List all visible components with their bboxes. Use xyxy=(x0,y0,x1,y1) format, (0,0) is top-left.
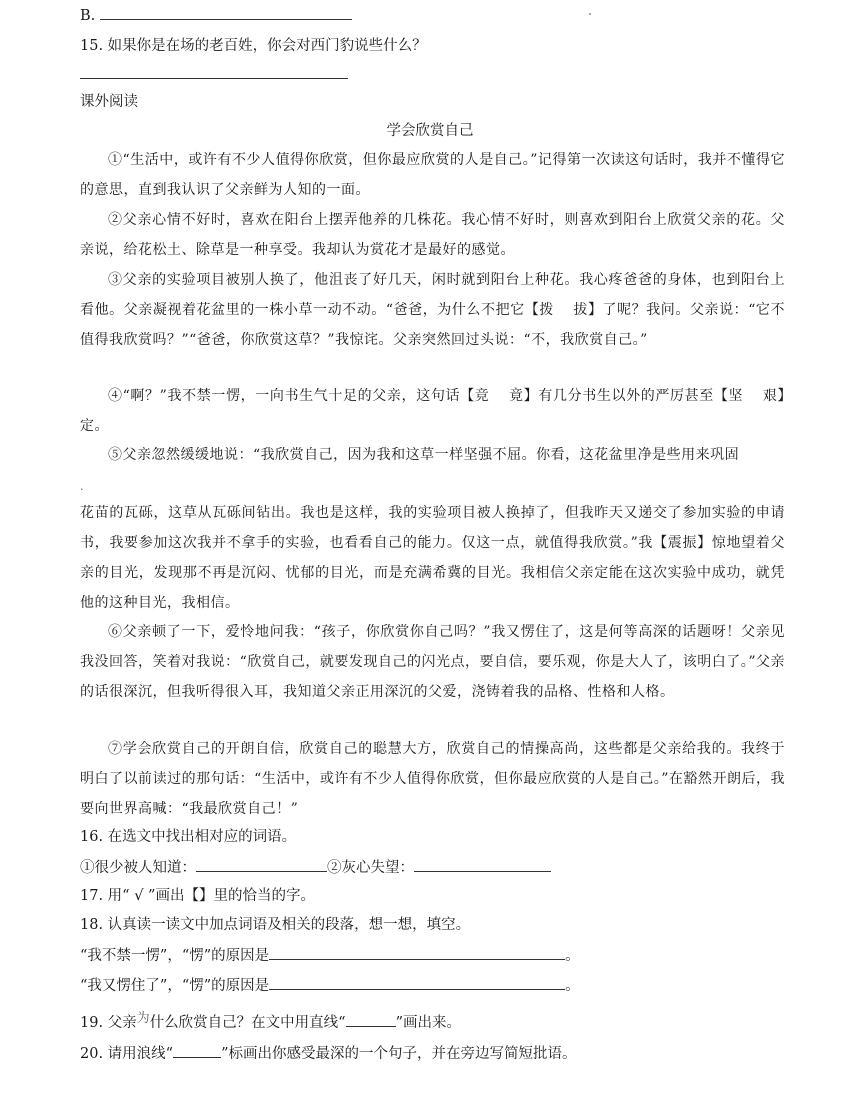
section-label: 课外阅读 xyxy=(80,94,138,110)
q18-line-1 xyxy=(80,945,580,966)
q18-line2-label: “我又愣住了”，“愣”的原因是 xyxy=(80,978,270,994)
question-15: 15. 如果你是在场的老百姓，你会对西门豹说些什么？ xyxy=(80,38,427,54)
q16-item1-label: ①很少被人知道： xyxy=(80,860,196,876)
q19-line-sample xyxy=(346,1012,396,1027)
answer-blank-15[interactable] xyxy=(80,64,348,79)
question-18: 18. 认真读一读文中加点词语及相关的段落，想一想，填空。 xyxy=(80,917,471,933)
answer-line-15 xyxy=(80,64,348,85)
q18-line1-label: “我不禁一愣”，“愣”的原因是 xyxy=(80,948,270,964)
q18-line-2 xyxy=(80,975,580,996)
question-19 xyxy=(80,1012,461,1034)
q18-line2-blank[interactable] xyxy=(269,975,565,990)
article-title: 学会欣赏自己 xyxy=(386,123,474,139)
answer-line-b xyxy=(80,5,352,26)
q20-prefix: 20. 请用浪线“ xyxy=(80,1046,174,1062)
question-17: 17. 用“ √ ”画出【】里的恰当的字。 xyxy=(80,888,315,904)
question-20 xyxy=(80,1043,577,1064)
page-speck xyxy=(589,13,591,15)
paragraph-6: ⑥父亲顿了一下，爱怜地问我：“孩子，你欣赏你自己吗？”我又愣住了，这是何等高深的话题呀！父亲见我没回答，笑着对我说：“欣赏自己，就要发现自己的闪光点，要自信，要乐观，你是大人了，该明白了。”父亲的话很深沉，但我听得很入耳，我知道父亲正用深沉的父爱，浇铸着我的品格、性格和人格。 xyxy=(80,624,785,700)
paragraph-3: ③父亲的实验项目被别人换了，他沮丧了好几天，闲时就到阳台上种花。我心疼爸爸的身体，也到阳台上看他。父亲凝视着花盆里的一株小草一动不动。“爸爸，为什么不把它【拨 拔】了呢？我问。父亲说：“它不值得我欣赏吗？”“爸爸，你欣赏这草？”我惊诧。父亲突然回过头说：“不，我欣赏自己。” xyxy=(80,272,785,348)
q20-suffix: ”标画出你感受最深的一个句子，并在旁边写简短批语。 xyxy=(221,1046,577,1062)
q18-line1-blank[interactable] xyxy=(269,945,565,960)
option-b-label: B. xyxy=(80,8,96,24)
page-break-mark: . xyxy=(80,480,84,493)
paragraph-7: ⑦学会欣赏自己的开朗自信，欣赏自己的聪慧大方，欣赏自己的情操高尚，这些都是父亲给我的。我终于明白了以前读过的那句话：“生活中，或许有不少人值得你欣赏，但你最应欣赏的人是自己。”在豁然开朗后，我要向世界高喊：“我最欣赏自己！” xyxy=(80,741,785,817)
q19-end: ”画出来。 xyxy=(395,1015,462,1031)
q19-prefix: 19. 父亲 xyxy=(80,1015,137,1031)
paragraph-2: ②父亲心情不好时，喜欢在阳台上摆弄他养的几株花。我心情不好时，则喜欢到阳台上欣赏父亲的花。父亲说，给花松土、除草是一种享受。我却认为赏花才是最好的感觉。 xyxy=(80,212,785,258)
q20-line-sample xyxy=(173,1043,221,1058)
q16-item2-label: ②灰心失望： xyxy=(327,860,414,876)
paragraph-1: ①“生活中，或许有不少人值得你欣赏，但你最应欣赏的人是自己。”记得第一次读这句话时，我并不懂得它的意思，直到我认识了父亲鲜为人知的一面。 xyxy=(80,152,785,198)
q19-suffix: 什么欣赏自己？在文中用直线“ xyxy=(149,1015,346,1031)
question-16-items xyxy=(80,857,551,878)
paragraph-5-part2: 花苗的瓦砾，这草从瓦砾间钻出。我也是这样，我的实验项目被人换掉了，但我昨天又递交了参加实验的申请书，我要参加这次我并不拿手的实验，也看看自己的能力。仅这一点，就值得我欣赏。”我【震振】惊地望着父亲的目光，发现那不再是沉闷、忧郁的目光，而是充满希冀的目光。我相信父亲定能在这次实验中成功，就凭他的这种目光，我相信。 xyxy=(80,505,785,611)
q19-superscript-char: 为 xyxy=(136,1011,150,1026)
question-16: 16. 在选文中找出相对应的词语。 xyxy=(80,829,297,845)
paragraph-4: ④“啊？”我不禁一愣，一向书生气十足的父亲，这句话【竞 竟】有几分书生以外的严厉甚至【坚 艰】定。 xyxy=(80,388,785,434)
q16-item2-blank[interactable] xyxy=(414,857,551,872)
q16-item1-blank[interactable] xyxy=(196,857,327,872)
q18-line2-end: 。 xyxy=(565,978,580,994)
q18-line1-end: 。 xyxy=(565,948,580,964)
answer-blank-b[interactable] xyxy=(100,5,352,20)
paragraph-5-part1: ⑤父亲忽然缓缓地说：“我欣赏自己，因为我和这草一样坚强不屈。你看，这花盆里净是些用来巩固 xyxy=(108,447,740,463)
